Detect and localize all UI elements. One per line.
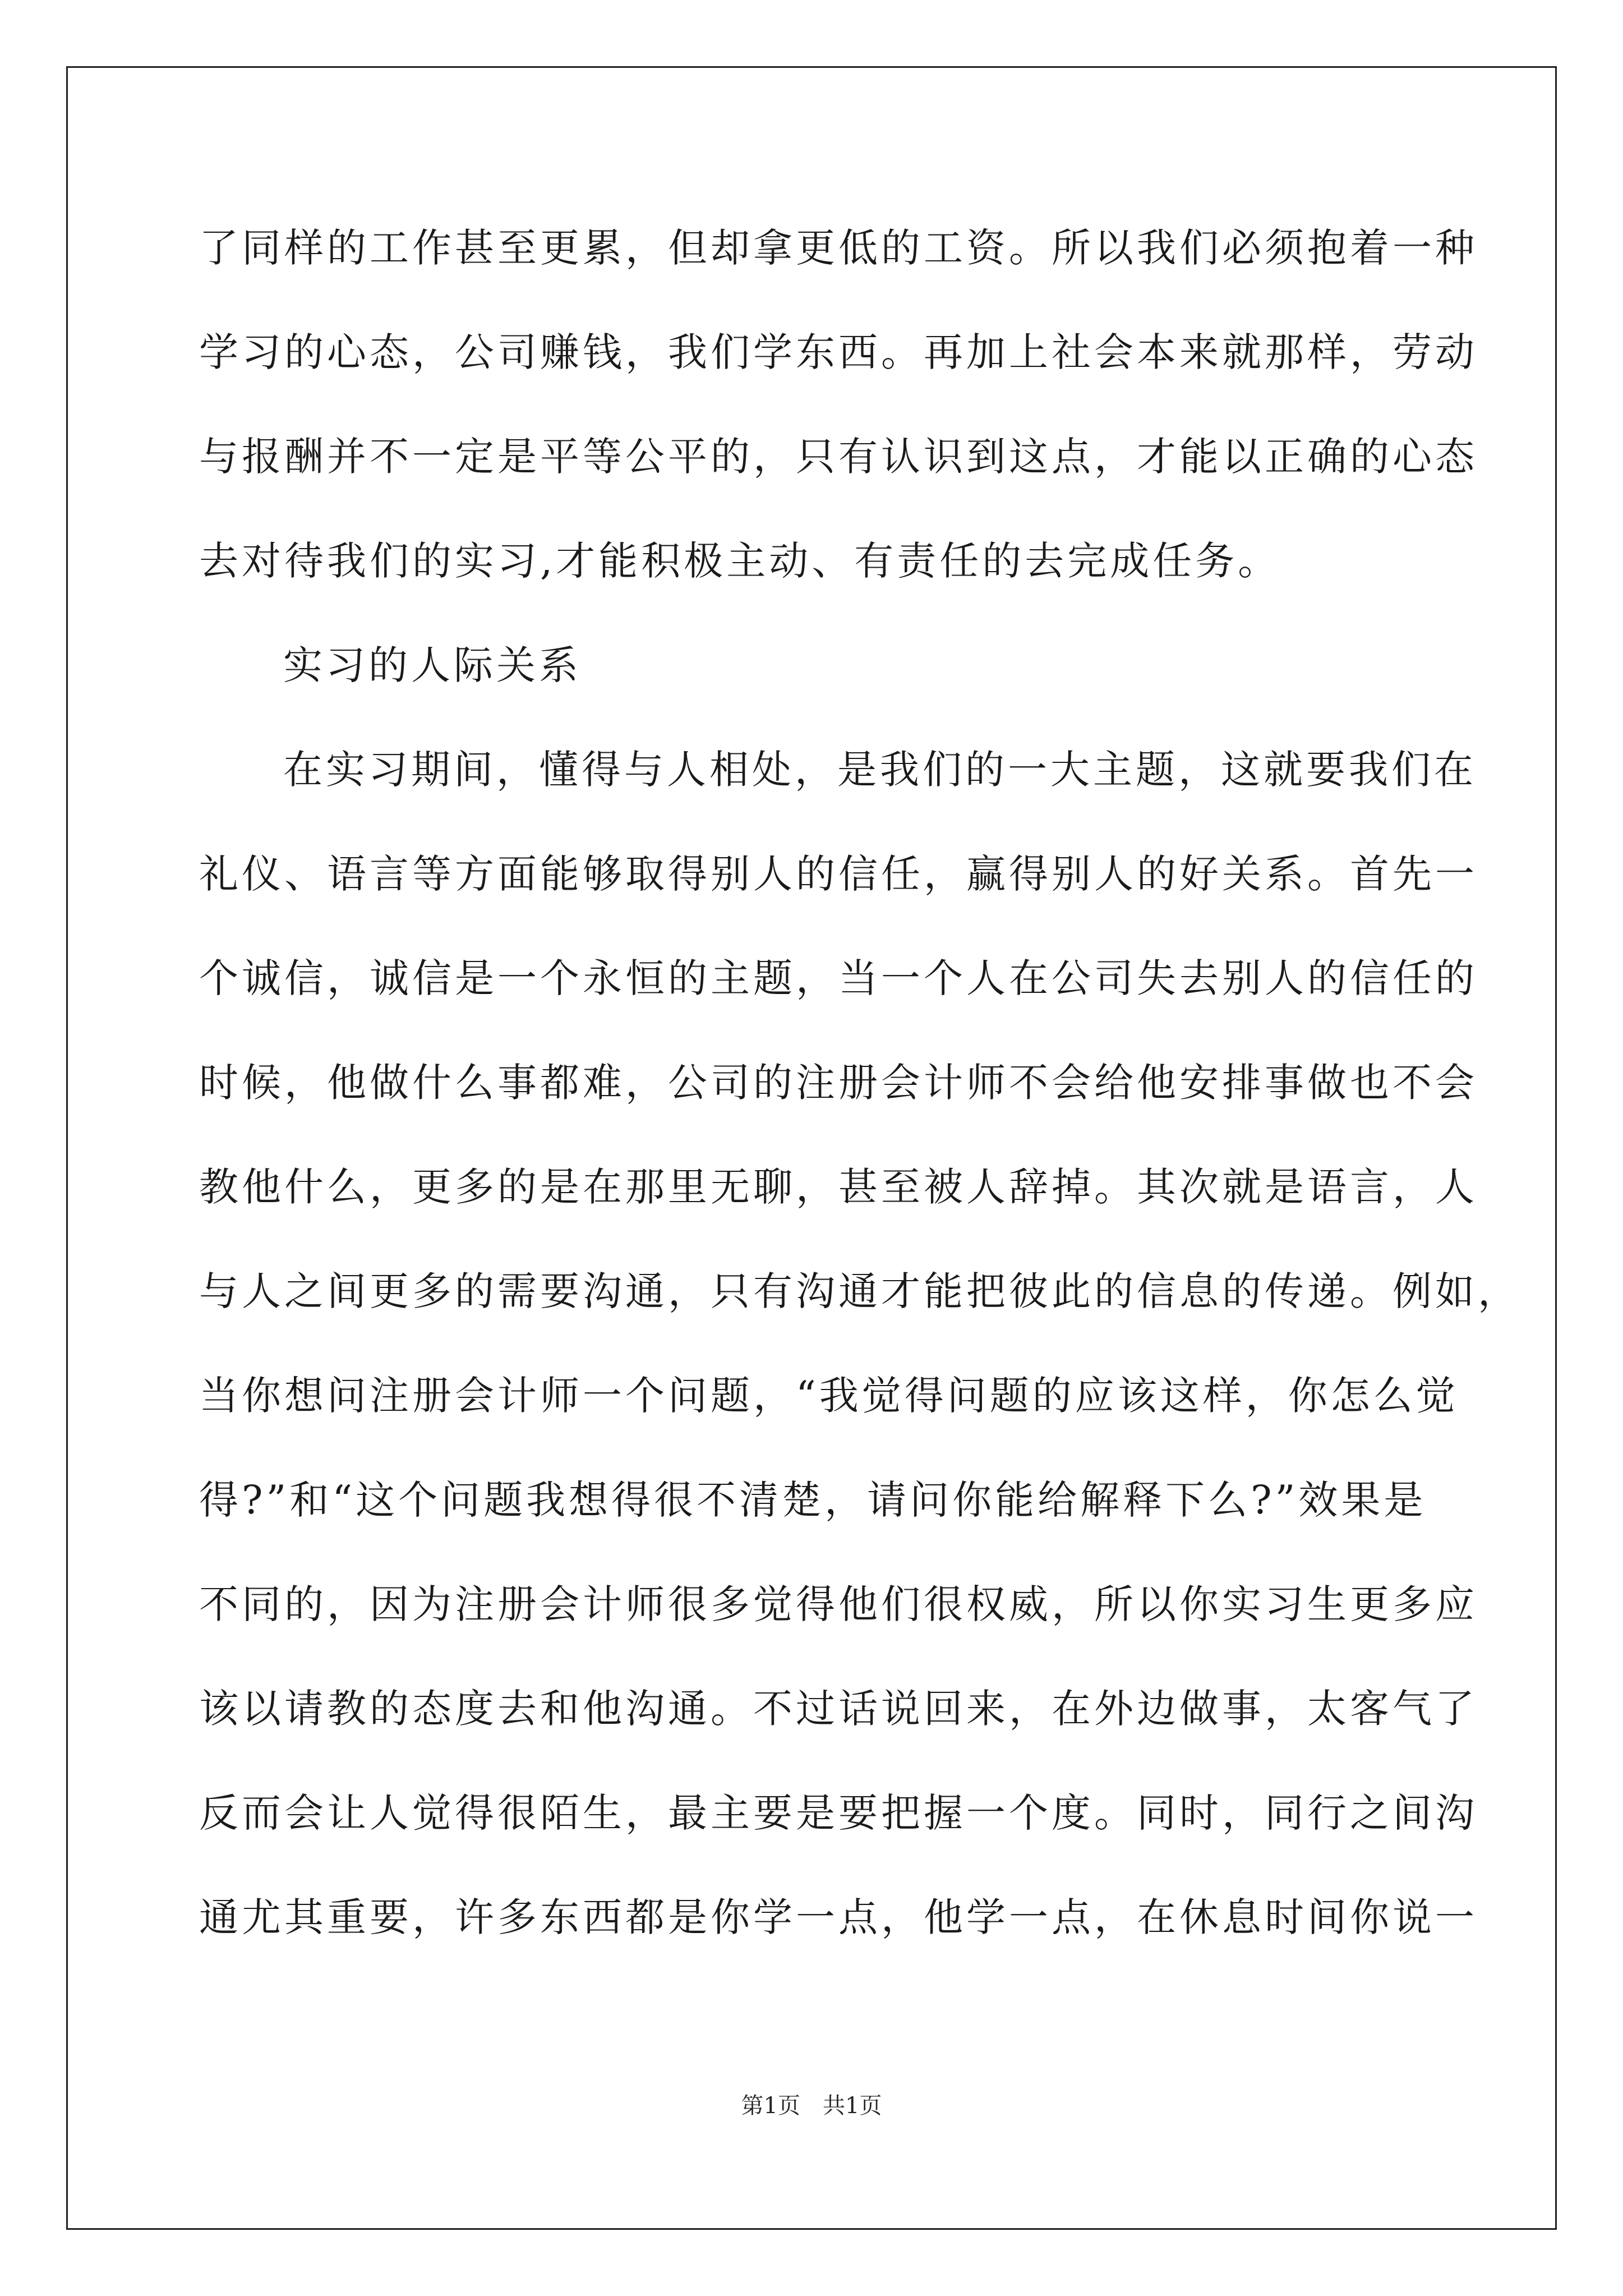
body-text-line: 教他什么，更多的是在那里无聊，甚至被人辞掉。其次就是语言，人 (199, 1164, 1478, 1210)
body-text-line: 通尤其重要，许多东西都是你学一点，他学一点，在休息时间你说一 (199, 1894, 1478, 1940)
page-footer: 第1页 共1页 (741, 2093, 882, 2119)
body-text-line: 个诚信，诚信是一个永恒的主题，当一个人在公司失去别人的信任的 (199, 955, 1478, 1001)
body-text-line: 在实习期间，懂得与人相处，是我们的一大主题，这就要我们在 (283, 747, 1477, 793)
body-text-line: 礼仪、语言等方面能够取得别人的信任，赢得别人的好关系。首先一 (199, 851, 1478, 897)
document-body (199, 218, 1520, 1991)
body-text-line: 与人之间更多的需要沟通，只有沟通才能把彼此的信息的传递。例如， (199, 1268, 1520, 1314)
body-text-line: 去对待我们的实习,才能积极主动、有责任的去完成任务。 (199, 538, 1281, 584)
body-text-line: 当你想问注册会计师一个问题，“我觉得问题的应该这样，你怎么觉 (199, 1373, 1459, 1419)
body-text-line: 得?”和“这个问题我想得很不清楚，请问你能给解释下么?”效果是 (199, 1477, 1427, 1523)
body-text-line: 不同的，因为注册会计师很多觉得他们很权威，所以你实习生更多应 (199, 1581, 1478, 1627)
body-text-line: 反而会让人觉得很陌生，最主要是要把握一个度。同时，同行之间沟 (199, 1790, 1478, 1836)
body-text-line: 了同样的工作甚至更累，但却拿更低的工资。所以我们必须抱着一种 (199, 225, 1478, 271)
body-text-line: 与报酬并不一定是平等公平的，只有认识到这点，才能以正确的心态 (199, 434, 1478, 480)
section-heading: 实习的人际关系 (283, 642, 582, 688)
body-text-line: 时候，他做什么事都难，公司的注册会计师不会给他安排事做也不会 (199, 1060, 1478, 1106)
body-text-line: 学习的心态，公司赚钱，我们学东西。再加上社会本来就那样，劳动 (199, 329, 1478, 375)
body-text-line: 该以请教的态度去和他沟通。不过话说回来，在外边做事，太客气了 (199, 1686, 1478, 1732)
